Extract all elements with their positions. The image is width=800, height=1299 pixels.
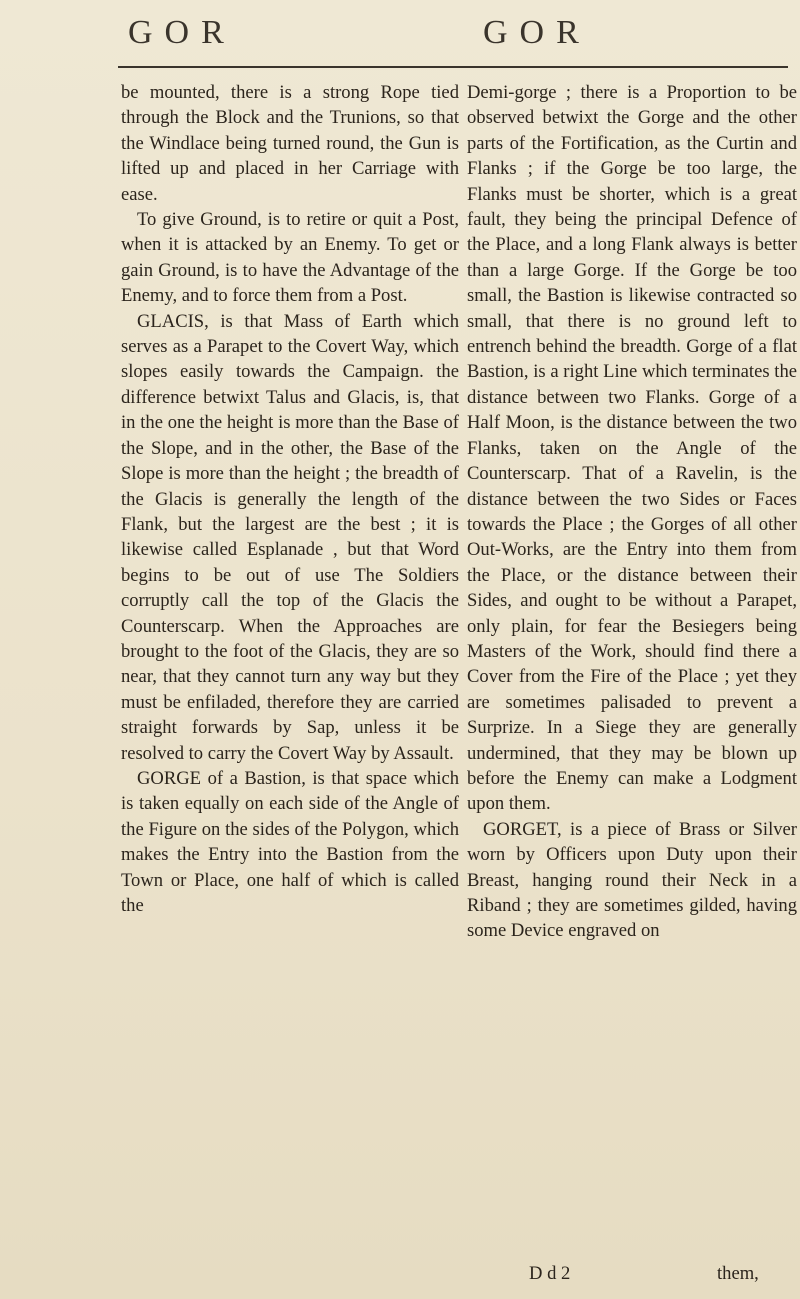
signature-mark: D d 2	[529, 1263, 571, 1284]
paragraph-continuation: be mounted, there is a strong Rope tied through the Block and the Trunions, so that the Windlace being turned round, the Gun is lifted up and placed in her Carriage with ease.	[121, 82, 459, 205]
paragraph-gorget: GORGET, is a piece of Brass or Silver worn by Officers upon Duty upon their Breast, hanging round their Neck in a Riband ; they are sometimes gilded, having some Device engraved on	[467, 818, 797, 942]
running-header	[0, 14, 800, 54]
paragraph-demi-gorge: Demi-gorge ; there is a Proportion to be observed betwixt the Gorge and the other parts of the Fortification, as the Curtin and Flanks ; if the Gorge be too large, the Flanks must be shorter, which is a great fault, they being the principal Defence of the Place, and a long Flank always is better than a large Gorge. If the Gorge be too small, the Bastion is likewise contracted so small, that there is no ground left to entrench behind the breadth. Gorge of a flat Bastion, is a right Line which terminates the distance between two Flanks. Gorge of a Half Moon, is the distance between the two Flanks, taken on the Angle of the Counterscarp. That of a Ravelin, is the distance between the two Sides or Faces towards the Place ; the Gorges of all other Out-Works, are the Entry into them from the Place, or the distance between their Sides, and ought to be without a Parapet, only plain, for fear the Besiegers being Masters of the Work, should find there a Cover from the Fire of the Place ; yet they are sometimes palisaded to prevent a Surprize. In a Siege they are generally undermined, that they may be blown up before the Enemy can make a Lodgment upon them.	[467, 82, 797, 815]
right-column	[467, 80, 797, 944]
catchword: them,	[717, 1263, 759, 1284]
header-rule	[118, 66, 788, 68]
page-footer	[467, 1263, 787, 1291]
header-right: GOR	[483, 14, 591, 51]
left-column	[121, 80, 459, 918]
paragraph-gorge: GORGE of a Bastion, is that space which is taken equally on each side of the Angle of the Figure on the sides of the Polygon, which makes the Entry into the Bastion from the Town or Place, one half of which is called the	[121, 767, 459, 916]
paragraph-glacis: GLACIS, is that Mass of Earth which serves as a Parapet to the Covert Way, which slopes easily towards the Campaign. the difference betwixt Talus and Glacis, is, that in the one the height is more than the Base of the Slope, and in the other, the Base of the Slope is more than the height ; the breadth of the Glacis is generally the length of the Flank, but the largest are the best ; it is likewise called Esplanade , but that Word begins to be out of use The Soldiers corruptly call the top of the Glacis the Counterscarp. When the Approaches are brought to the foot of the Glacis, they are so near, that they cannot turn any way but they must be enfiladed, therefore they are carried straight forwards by Sap, unless it be resolved to carry the Covert Way by Assault.	[121, 310, 459, 764]
paragraph-give-ground: To give Ground, is to retire or quit a Post, when it is attacked by an Enemy. To get or gain Ground, is to have the Advantage of the Enemy, and to force them from a Post.	[121, 209, 459, 307]
header-left: GOR	[128, 14, 236, 51]
